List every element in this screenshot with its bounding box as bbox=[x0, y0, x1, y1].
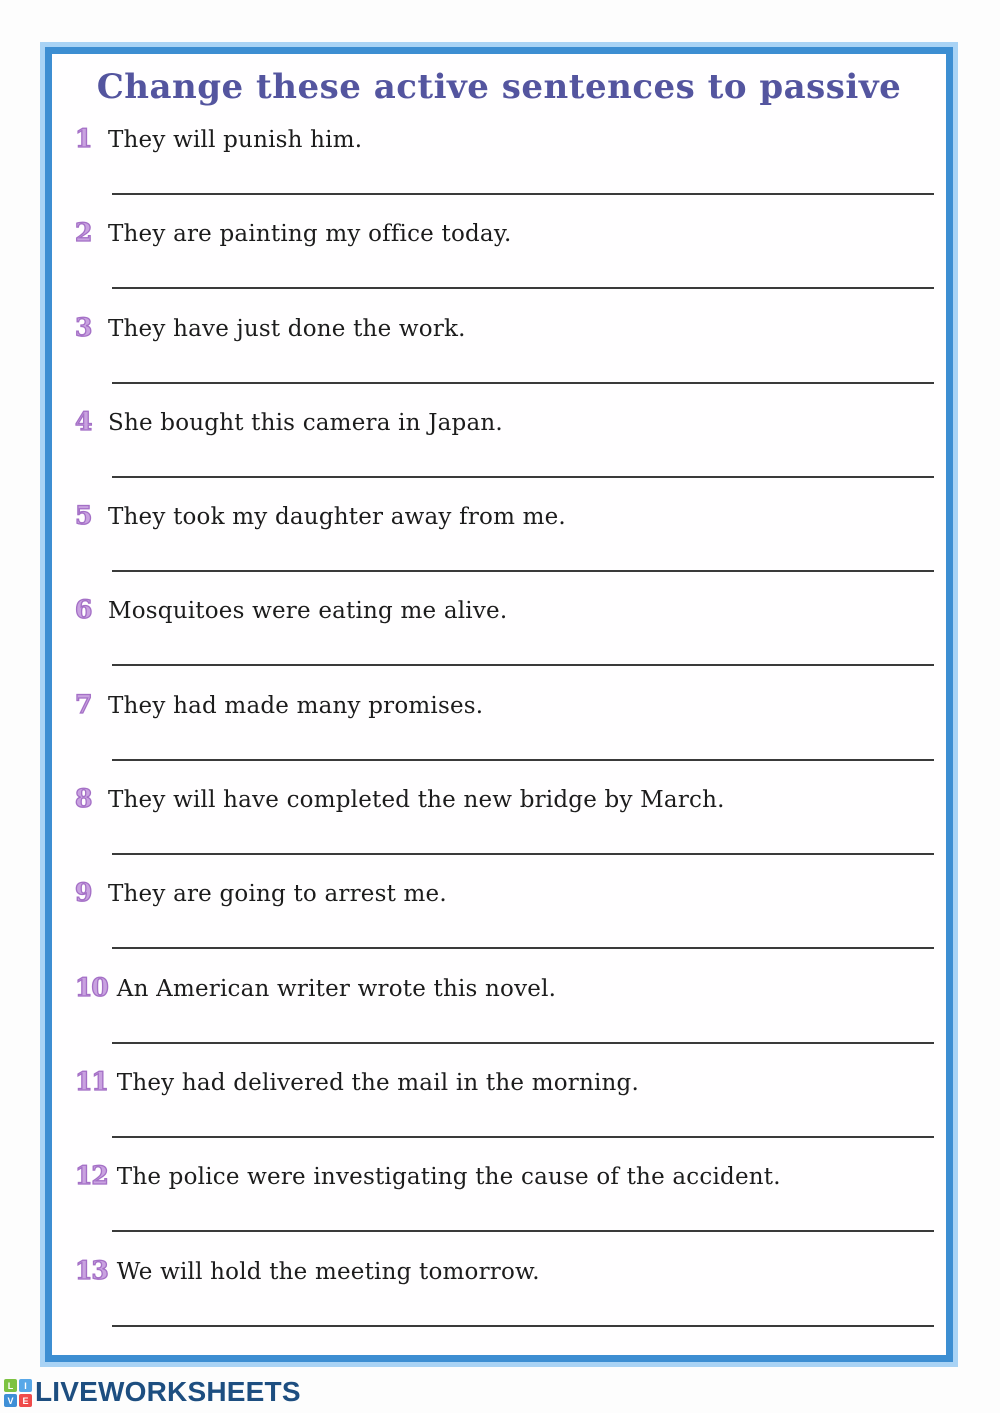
answer-blank[interactable] bbox=[112, 1324, 934, 1327]
list-item bbox=[52, 1250, 946, 1344]
item-sentence: They will have completed the new bridge by March. bbox=[108, 787, 725, 814]
answer-blank[interactable] bbox=[112, 1135, 934, 1138]
answer-blank[interactable] bbox=[112, 475, 934, 478]
item-number: 9 bbox=[75, 878, 92, 908]
item-number: 13 bbox=[75, 1255, 108, 1285]
list-item bbox=[52, 1155, 946, 1249]
logo-tile-l: L bbox=[4, 1379, 17, 1392]
list-item bbox=[52, 212, 946, 306]
item-sentence: They are going to arrest me. bbox=[108, 881, 447, 908]
answer-blank[interactable] bbox=[112, 286, 934, 289]
list-item bbox=[52, 495, 946, 589]
answer-blank[interactable] bbox=[112, 758, 934, 761]
answer-blank[interactable] bbox=[112, 192, 934, 195]
item-number: 6 bbox=[75, 595, 92, 625]
item-sentence: They took my daughter away from me. bbox=[108, 504, 566, 531]
item-sentence: We will hold the meeting tomorrow. bbox=[116, 1258, 540, 1285]
item-number: 12 bbox=[75, 1161, 108, 1191]
liveworksheets-brand-text: LIVEWORKSHEETS bbox=[35, 1376, 301, 1407]
exercise-list bbox=[52, 118, 946, 1344]
answer-blank[interactable] bbox=[112, 569, 934, 572]
answer-blank[interactable] bbox=[112, 663, 934, 666]
item-number: 1 bbox=[75, 124, 92, 153]
list-item bbox=[52, 307, 946, 401]
list-item bbox=[52, 401, 946, 495]
item-number: 3 bbox=[75, 312, 92, 342]
item-number: 7 bbox=[75, 689, 92, 719]
item-sentence: They have just done the work. bbox=[108, 315, 466, 342]
item-sentence: They are painting my office today. bbox=[108, 221, 512, 248]
worksheet-frame bbox=[45, 47, 953, 1362]
item-number: 4 bbox=[75, 406, 92, 436]
item-number: 2 bbox=[75, 218, 92, 248]
list-item bbox=[52, 778, 946, 872]
item-number: 11 bbox=[75, 1066, 108, 1096]
list-item bbox=[52, 118, 946, 212]
logo-tile-e: E bbox=[19, 1394, 32, 1407]
liveworksheets-logo[interactable] bbox=[4, 1376, 301, 1408]
item-number: 10 bbox=[75, 972, 108, 1002]
answer-blank[interactable] bbox=[112, 946, 934, 949]
item-sentence: An American writer wrote this novel. bbox=[116, 975, 557, 1002]
item-sentence: They had delivered the mail in the morning. bbox=[116, 1069, 639, 1096]
item-sentence: They will punish him. bbox=[108, 127, 363, 153]
list-item bbox=[52, 872, 946, 966]
item-sentence: The police were investigating the cause of the accident. bbox=[116, 1164, 781, 1191]
logo-tile-i: I bbox=[19, 1379, 32, 1392]
item-number: 5 bbox=[75, 501, 92, 531]
answer-blank[interactable] bbox=[112, 1229, 934, 1232]
liveworksheets-logo-icon bbox=[4, 1379, 32, 1407]
list-item bbox=[52, 589, 946, 683]
answer-blank[interactable] bbox=[112, 381, 934, 384]
list-item bbox=[52, 1061, 946, 1155]
page-title: Change these active sentences to passive bbox=[96, 67, 902, 107]
list-item bbox=[52, 684, 946, 778]
answer-blank[interactable] bbox=[112, 1041, 934, 1044]
logo-tile-v: V bbox=[4, 1394, 17, 1407]
item-sentence: She bought this camera in Japan. bbox=[108, 409, 503, 436]
item-number: 8 bbox=[75, 784, 92, 814]
list-item bbox=[52, 967, 946, 1061]
item-sentence: They had made many promises. bbox=[108, 692, 484, 719]
answer-blank[interactable] bbox=[112, 852, 934, 855]
item-sentence: Mosquitoes were eating me alive. bbox=[108, 598, 508, 625]
